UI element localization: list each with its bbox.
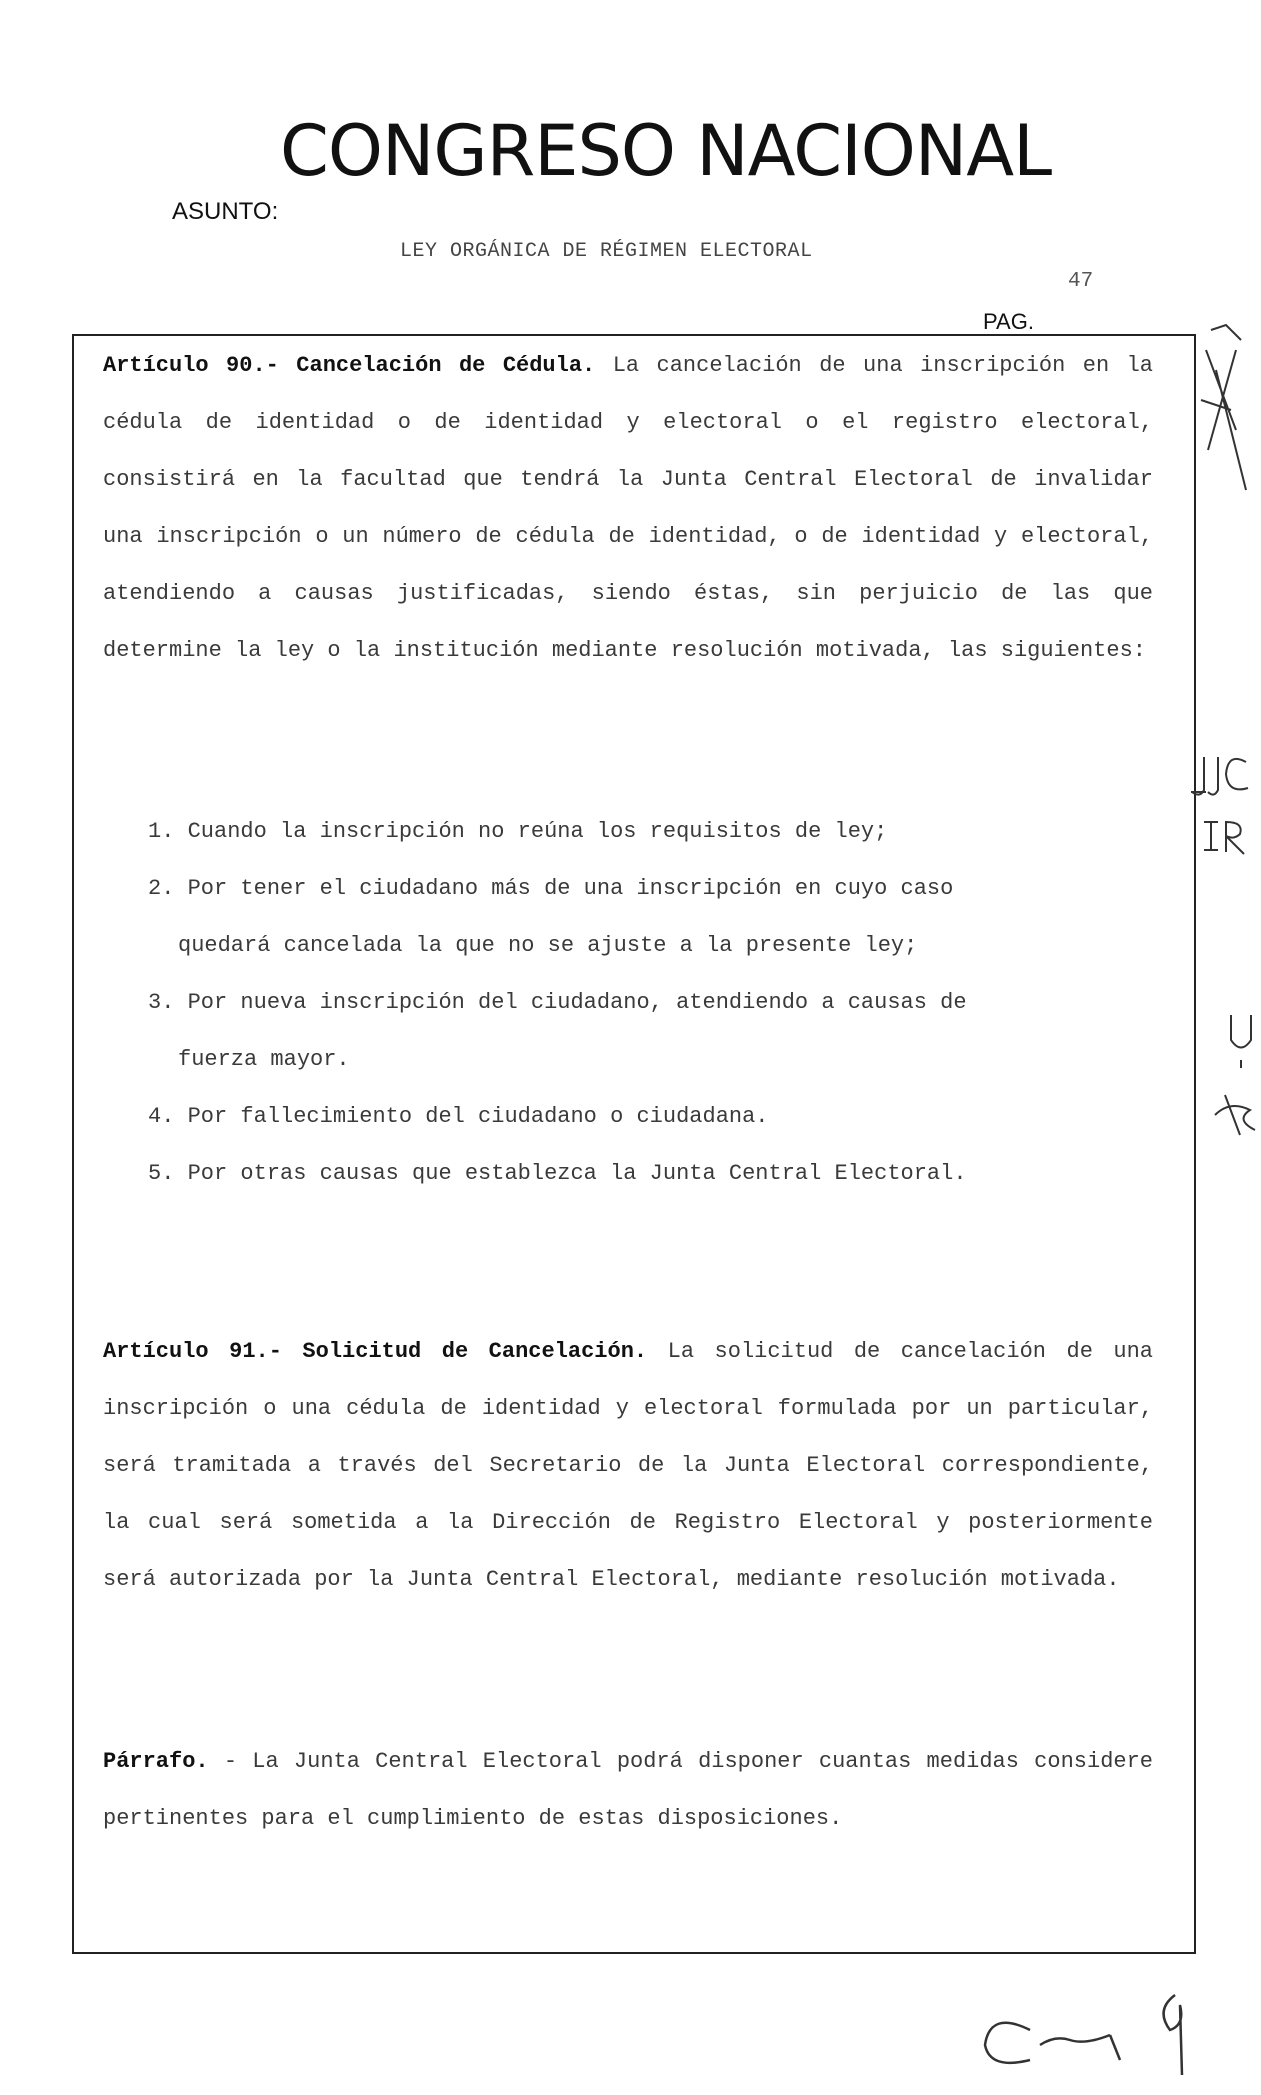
list-item-number: 3. bbox=[148, 990, 175, 1015]
list-item-number: 2. bbox=[148, 876, 175, 901]
list-item-number: 5. bbox=[148, 1161, 175, 1186]
asunto-label: ASUNTO: bbox=[172, 198, 279, 225]
parrafo-body: - La Junta Central Electoral podrá disponer cuantas medidas considere pertinentes para el cumplimiento de estas disposiciones. bbox=[103, 1749, 1154, 1831]
list-item bbox=[148, 803, 1153, 860]
subject-text: LEY ORGÁNICA DE RÉGIMEN ELECTORAL bbox=[400, 240, 813, 263]
list-item bbox=[148, 860, 1153, 974]
article-90-heading: Artículo 90.- Cancelación de Cédula. bbox=[103, 353, 596, 378]
list-item-continuation: quedará cancelada la que no se ajuste a la presente ley; bbox=[178, 933, 918, 958]
article-90 bbox=[103, 337, 1153, 679]
article-91-body: La solicitud de cancelación de una inscripción o una cédula de identidad y electoral formulada por un particular, será tramitada a través del Secretario de la Junta Electoral correspondiente, la cual será sometida a la Dirección de Registro Electoral y posteriormente será autorizada por la Junta Central Electoral, mediante resolución motivada. bbox=[103, 1339, 1154, 1592]
cancellation-causes-list bbox=[148, 803, 1153, 1202]
parrafo bbox=[103, 1733, 1153, 1847]
list-item-text: Por nueva inscripción del ciudadano, atendiendo a causas de bbox=[187, 990, 967, 1015]
list-item bbox=[148, 1088, 1153, 1145]
article-90-body: La cancelación de una inscripción en la cédula de identidad o de identidad y electoral o el registro electoral, consistirá en la facultad que tendrá la Junta Central Electoral de invalidar una inscripción o un número de cédula de identidad, o de identidad y electoral, atendiendo a causas justificadas, siendo éstas, sin perjuicio de las que determine la ley o la institución mediante resolución motivada, las siguientes: bbox=[103, 353, 1154, 663]
article-91-heading: Artículo 91.- Solicitud de Cancelación. bbox=[103, 1339, 648, 1364]
margin-initials-ir bbox=[1200, 818, 1260, 858]
list-item bbox=[148, 974, 1153, 1088]
list-item-text: Por otras causas que establezca la Junta Central Electoral. bbox=[187, 1161, 967, 1186]
margin-initials-jjc bbox=[1186, 752, 1256, 802]
list-item-number: 4. bbox=[148, 1104, 175, 1129]
margin-mark-u bbox=[1226, 1010, 1256, 1070]
bottom-handwritten-initials bbox=[970, 1990, 1210, 2080]
list-item bbox=[148, 1145, 1153, 1202]
list-item-text: Cuando la inscripción no reúna los requisitos de ley; bbox=[187, 819, 888, 844]
list-item-text: Por tener el ciudadano más de una inscripción en cuyo caso bbox=[187, 876, 954, 901]
list-item-continuation: fuerza mayor. bbox=[178, 1047, 350, 1072]
margin-mark-check bbox=[1210, 1090, 1260, 1140]
article-91 bbox=[103, 1323, 1153, 1608]
handwritten-signature-mark bbox=[1196, 310, 1256, 510]
page-title: CONGRESO NACIONAL bbox=[280, 110, 1052, 192]
list-item-number: 1. bbox=[148, 819, 175, 844]
parrafo-heading: Párrafo. bbox=[103, 1749, 209, 1774]
page-number: 47 bbox=[1068, 270, 1094, 293]
list-item-text: Por fallecimiento del ciudadano o ciudadana. bbox=[187, 1104, 769, 1129]
pag-label: PAG. bbox=[983, 309, 1034, 334]
